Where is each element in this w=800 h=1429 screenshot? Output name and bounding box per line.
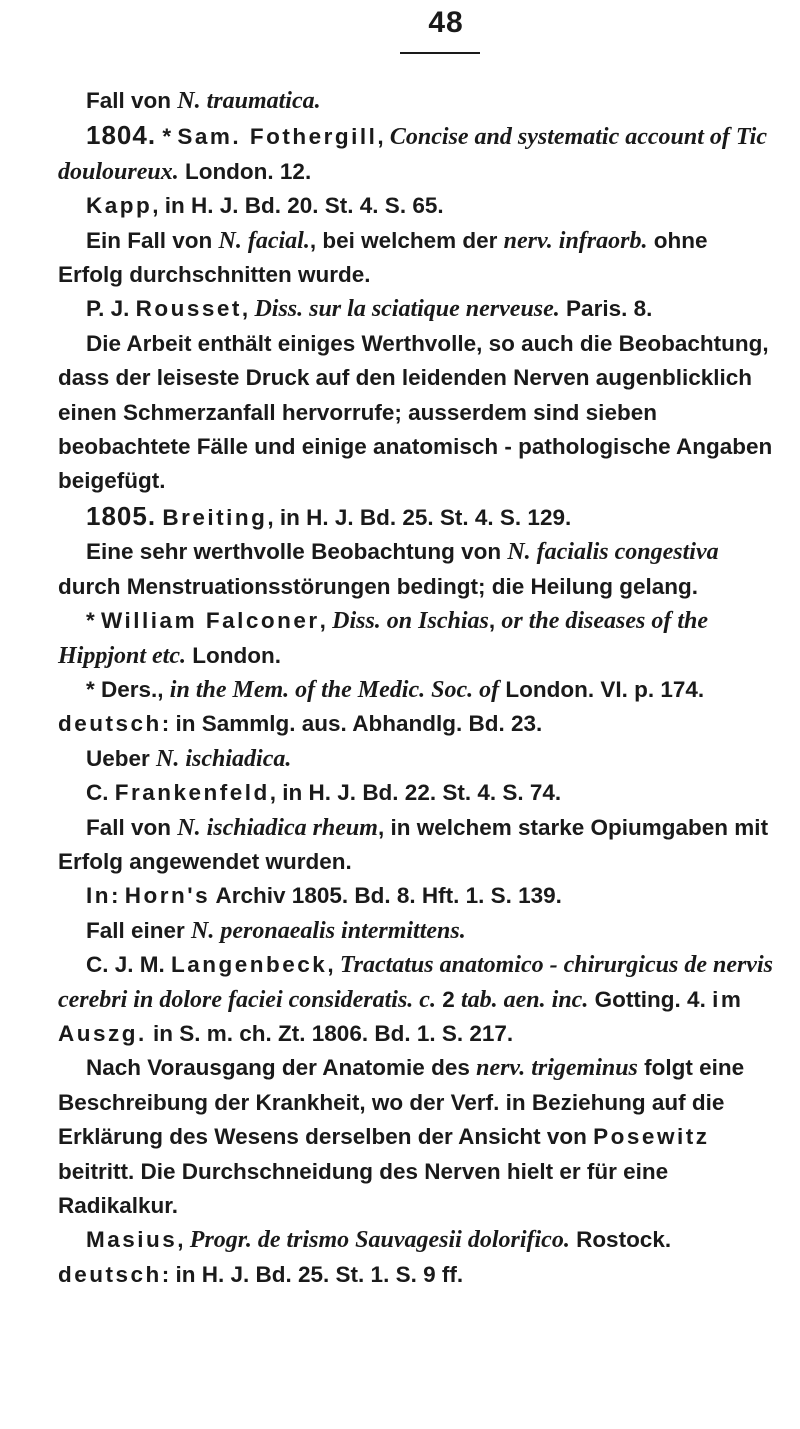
entry-text: , in H. J. Bd. 25. St. 4. S. 129.	[267, 504, 572, 530]
entry-text: Paris. 8.	[559, 296, 653, 322]
entry-text: Fall von	[86, 814, 178, 840]
entry-text: Archiv 1805. Bd. 8. Hft. 1. S. 139.	[210, 883, 562, 909]
italic-title: in the Mem. of the Medic. Soc. of	[169, 676, 500, 703]
entry	[58, 1051, 778, 1223]
author-name: Masius	[86, 1227, 178, 1253]
entry-text: ,	[177, 1227, 190, 1253]
author-name: In	[86, 883, 111, 909]
italic-title: Diss. sur la sciatique nerveuse.	[254, 296, 560, 323]
entry	[58, 499, 778, 535]
entry	[58, 224, 778, 293]
entry-text: Ein Fall von	[86, 227, 219, 253]
entry	[58, 914, 778, 948]
author-name: Frankenfeld	[114, 780, 270, 806]
entry-text: C.	[86, 780, 115, 806]
italic-title: Concise and systematic account of Tic douloureux.	[58, 124, 767, 185]
entry-text: * Ders.,	[86, 676, 170, 702]
entry-text: Fall einer	[86, 917, 192, 943]
entry-text: Gotting. 4.	[588, 986, 713, 1012]
entry-text: *	[156, 124, 178, 150]
entry-text: C. J. M.	[86, 952, 172, 978]
entry-text: London. 12.	[178, 158, 312, 184]
year-heading: 1804.	[86, 120, 157, 151]
italic-title: or the diseases of the Hippjont etc.	[58, 608, 709, 669]
entry-text: ,	[488, 608, 502, 634]
entry	[58, 742, 778, 776]
author-name: im Auszg.	[58, 986, 744, 1046]
italic-title: N. traumatica.	[177, 88, 321, 114]
entry	[58, 292, 778, 326]
author-name: Langenbeck	[171, 952, 328, 978]
entry	[58, 84, 778, 118]
entry-text: ohne Erfolg durchschnitten wurde.	[58, 227, 708, 288]
entry-text: P. J.	[86, 296, 136, 322]
author-name: deutsch	[58, 711, 162, 737]
author-name: Kapp	[86, 193, 153, 219]
entry	[58, 604, 778, 673]
author-name: Breiting	[162, 504, 268, 530]
entry-text: Eine sehr werthvolle Beobachtung von	[86, 539, 508, 565]
entry-text: durch Menstruationsstörungen bedingt; die Heilung gelang.	[58, 573, 699, 599]
author-name: William Falconer	[101, 608, 320, 634]
entry-text: London.	[186, 642, 281, 668]
italic-title: N. facialis congestiva	[507, 539, 719, 566]
entry-text: ,	[327, 952, 340, 978]
italic-title: tab. aen. inc.	[460, 986, 589, 1013]
entry-text: in S. m. ch. Zt. 1806. Bd. 1. S. 217.	[146, 1020, 514, 1046]
entry	[58, 948, 778, 1051]
author-name: Horn's	[124, 883, 211, 909]
italic-title: N. ischiadica rheum	[177, 814, 378, 841]
italic-title: N. ischiadica.	[156, 745, 292, 772]
italic-title: Progr. de trismo Sauvagesii dolorifico.	[189, 1227, 570, 1254]
page-number: 48	[428, 6, 464, 39]
entry	[58, 327, 778, 499]
entry	[58, 673, 778, 742]
entry-text: *	[86, 608, 102, 634]
entry	[58, 189, 778, 223]
entry-text: 2	[435, 986, 461, 1012]
entry-text: Rostock.	[569, 1227, 672, 1253]
author-name: Posewitz	[593, 1124, 710, 1150]
entry-text: ,	[241, 296, 255, 322]
author-name: deutsch	[58, 1261, 162, 1287]
entry-text: ,	[319, 608, 333, 634]
italic-title: Tractatus anatomico - chirurgicus de nervis cerebri in dolore faciei consideratis. c.	[58, 952, 773, 1013]
entry-text: : in H. J. Bd. 25. St. 1. S. 9 ff.	[161, 1261, 464, 1287]
entry-text: folgt eine Beschreibung der Krankheit, wo der Verf. in Beziehung auf die Erklärung des Wesens derselben der Ansicht von	[58, 1055, 745, 1150]
italic-title: N. peronaealis intermittens.	[191, 917, 466, 944]
entry-text: , bei welchem der	[309, 227, 504, 253]
entry	[58, 811, 778, 880]
entry	[58, 1223, 778, 1292]
entry-text: Nach Vorausgang der Anatomie des	[86, 1055, 477, 1081]
entry-text: Die Arbeit enthält einiges Werthvolle, so auch die Beobachtung, dass der leiseste Druck auf den leidenden Nerven augenblicklich einen Schmerzanfall hervorrufe; ausserdem sind sieben beobachtete Fälle und einige anatomisch - pathologische Angaben beigefügt.	[58, 330, 773, 494]
author-name: Sam. Fothergill	[177, 124, 378, 150]
italic-title: nerv. trigeminus	[476, 1055, 638, 1082]
entry-text: beitritt. Die Durchschneidung des Nerven hielt er für eine Radikalkur.	[58, 1158, 669, 1218]
entry-text: Fall von	[86, 88, 178, 113]
entry	[58, 776, 778, 810]
page-number-rule	[400, 52, 480, 54]
entry-text: , in welchem starke Opiumgaben mit Erfolg angewendet wurden.	[58, 814, 769, 874]
entry-text: Ueber	[86, 745, 157, 771]
entry	[58, 535, 778, 604]
year-heading: 1805.	[86, 500, 157, 531]
entry-text: ,	[377, 124, 390, 150]
entry-text: , in H. J. Bd. 20. St. 4. S. 65.	[152, 193, 444, 219]
entry-text: : in Sammlg. aus. Abhandlg. Bd. 23.	[161, 711, 543, 737]
italic-title: Diss. on Ischias	[332, 608, 489, 635]
entry-text: London. VI. p. 174.	[499, 676, 705, 702]
italic-title: nerv. infraorb.	[503, 227, 648, 254]
entry	[58, 879, 778, 913]
italic-title: N. facial.	[218, 227, 310, 254]
bibliography-body	[58, 84, 778, 1292]
entry-text: :	[111, 883, 125, 909]
entry-text: , in H. J. Bd. 22. St. 4. S. 74.	[269, 780, 562, 806]
entry	[58, 118, 778, 189]
author-name: Rousset	[135, 296, 242, 322]
